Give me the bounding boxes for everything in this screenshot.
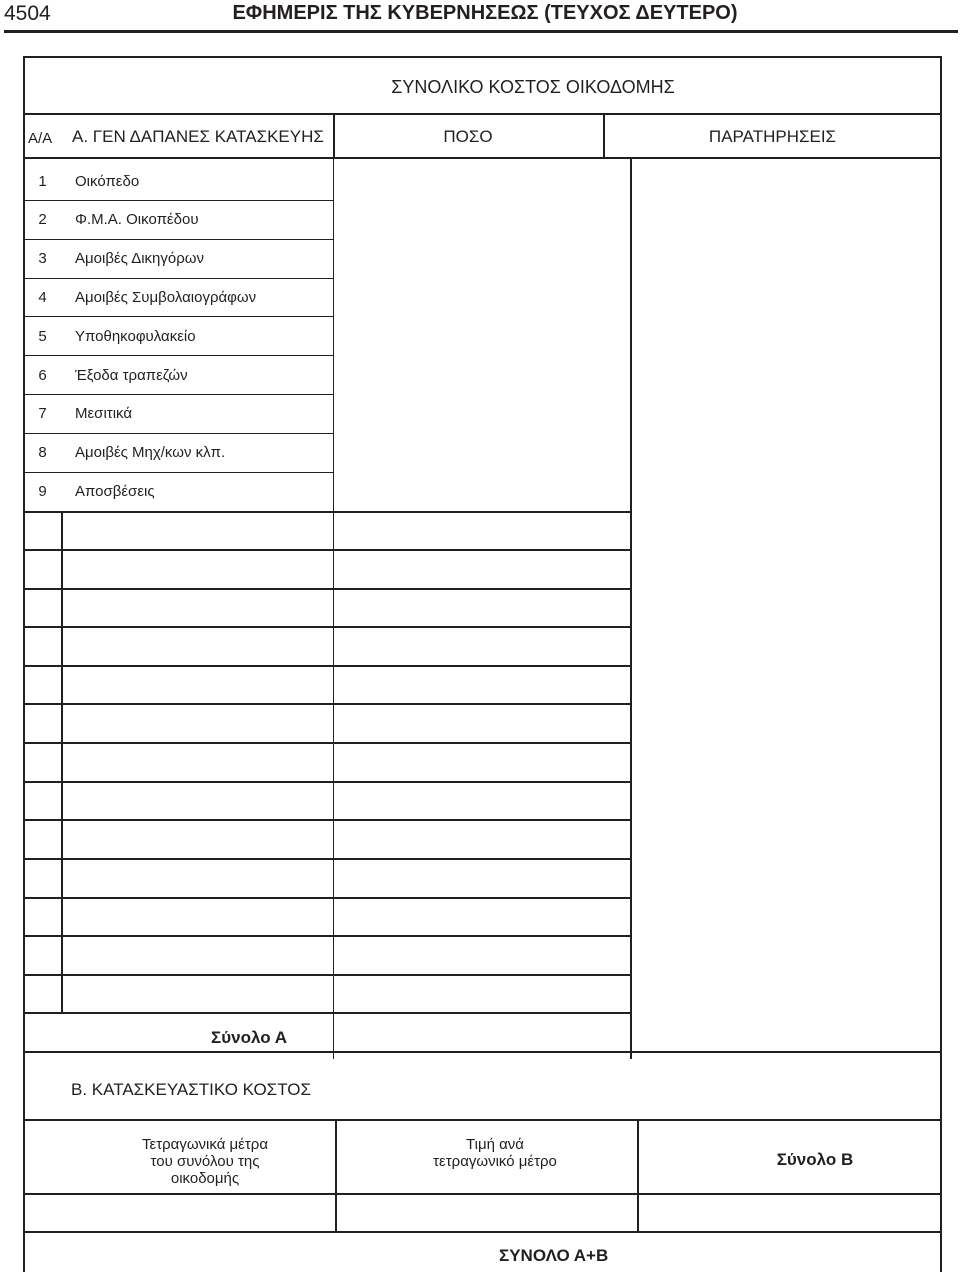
section-b-header-divider [23, 1193, 942, 1195]
row-separator [23, 355, 333, 356]
blank-row-separator [23, 626, 631, 628]
sqm-header [100, 1136, 310, 1187]
row-label: Υποθηκοφυλακείο [75, 328, 196, 345]
row-label: Έξοδα τραπεζών [75, 367, 188, 384]
remarks-left-rule-body [630, 159, 632, 1059]
blank-row-separator [23, 742, 631, 744]
price-per-sqm-header [385, 1136, 605, 1170]
section-b-col-rule-1 [335, 1119, 337, 1232]
header-aa: Α/Α [28, 130, 53, 147]
row-label: Οικόπεδο [75, 173, 140, 190]
blank-row-separator [23, 897, 631, 899]
row-number: 6 [38, 367, 47, 384]
row-separator [23, 239, 333, 240]
amount-left-rule [333, 113, 335, 159]
section-b-value-divider [23, 1231, 942, 1233]
row-label: Αποσβέσεις [75, 483, 155, 500]
row-label: Φ.Μ.Α. Οικοπέδου [75, 211, 199, 228]
row-number: 2 [38, 211, 47, 228]
form-title: ΣΥΝΟΛΙΚΟ ΚΟΣΤΟΣ ΟΙΚΟΔΟΜΗΣ [391, 77, 675, 97]
row-number: 3 [38, 250, 47, 267]
row-separator [23, 316, 333, 317]
total-a-label: Σύνολο Α [211, 1028, 287, 1047]
total-a-divider [23, 1051, 942, 1053]
row-number: 9 [38, 483, 47, 500]
header-section-a: Α. ΓΕΝ ΔΑΠΑΝΕΣ ΚΑΤΑΣΚΕΥΗΣ [72, 127, 324, 146]
row-separator [23, 511, 631, 513]
header-divider [23, 157, 942, 159]
row-separator [23, 433, 333, 434]
header-remarks: ΠΑΡΑΤΗΡΗΣΕΙΣ [708, 127, 837, 146]
blank-row-separator [23, 974, 631, 976]
total-b-label: Σύνολο Β [776, 1150, 854, 1169]
sqm-header-line: οικοδομής [170, 1170, 240, 1187]
blank-row-separator [23, 858, 631, 860]
row-number: 1 [38, 173, 47, 190]
row-separator [23, 394, 333, 395]
blank-row-separator [23, 549, 631, 551]
row-number: 5 [38, 328, 47, 345]
row-label: Αμοιβές Συμβολαιογράφων [75, 289, 257, 306]
blank-row-separator [23, 781, 631, 783]
row-number: 4 [38, 289, 47, 306]
amount-left-rule-body [333, 159, 334, 1059]
row-separator [23, 200, 333, 201]
title-divider [23, 113, 942, 115]
header-rule [4, 30, 958, 33]
page-number: 4504 [4, 2, 51, 25]
row-separator [23, 472, 333, 473]
gazette-title: ΕΦΗΜΕΡΙΣ ΤΗΣ ΚΥΒΕΡΝΗΣΕΩΣ (ΤΕΥΧΟΣ ΔΕΥΤΕΡΟ) [232, 2, 738, 24]
blank-row-separator [23, 665, 631, 667]
price-header-line: Τιμή ανά [466, 1136, 524, 1153]
remarks-left-rule [603, 113, 605, 159]
section-b-title: Β. ΚΑΤΑΣΚΕΥΑΣΤΙΚΟ ΚΟΣΤΟΣ [71, 1080, 312, 1099]
section-b-col-rule-2 [637, 1119, 639, 1232]
blank-row-separator [23, 703, 631, 705]
price-header-line: τετραγωνικό μέτρο [433, 1153, 557, 1170]
sqm-header-line: Τετραγωνικά μέτρα [142, 1136, 268, 1153]
section-b-divider [23, 1119, 942, 1121]
sqm-header-line: του συνόλου της [150, 1153, 260, 1170]
row-label: Αμοιβές Δικηγόρων [75, 250, 204, 267]
blank-row-separator [23, 588, 631, 590]
row-number: 7 [38, 405, 47, 422]
row-number: 8 [38, 444, 47, 461]
grand-total-label: ΣΥΝΟΛΟ Α+Β [499, 1246, 609, 1265]
row-label: Αμοιβές Μηχ/κων κλπ. [75, 444, 226, 461]
header-amount: ΠΟΣΟ [443, 127, 493, 146]
blank-row-separator [23, 935, 631, 937]
blank-row-separator [23, 819, 631, 821]
row-separator [23, 278, 333, 279]
row-label: Μεσιτικά [75, 405, 133, 422]
blank-row-separator [23, 1012, 631, 1014]
